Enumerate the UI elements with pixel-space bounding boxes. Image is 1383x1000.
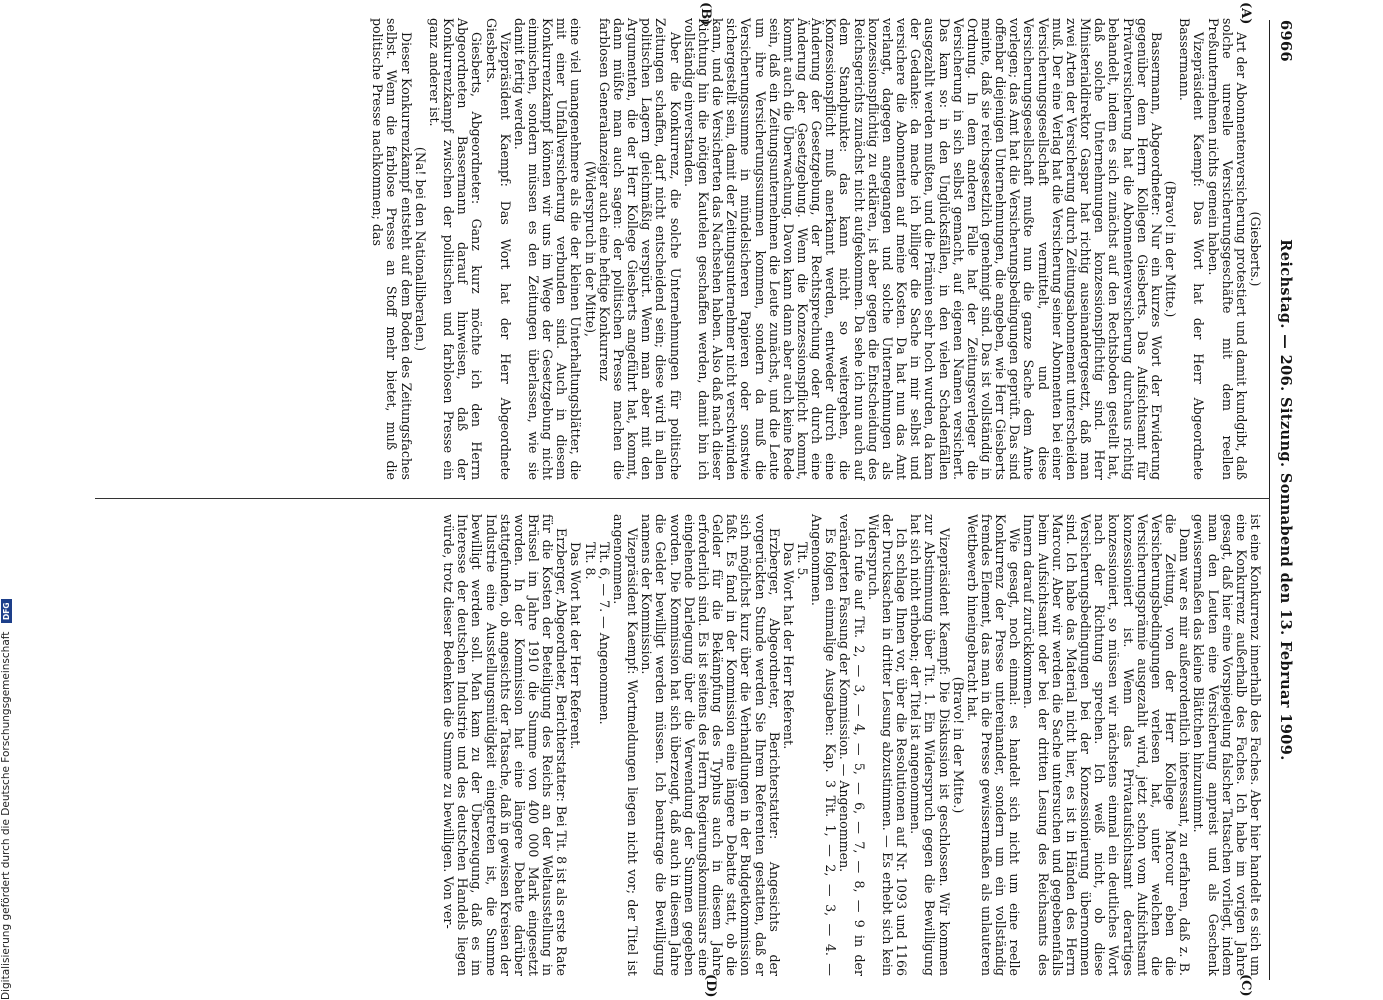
title-line: Tit. 8.	[582, 542, 598, 580]
digitization-credit	[0, 580, 12, 1000]
chair-remark: Es folgen einmalige Ausgaben: Kap. 3 Tit. 1, — 2, — 3, — 4. — Angenommen.	[809, 514, 839, 976]
right-text-column	[441, 514, 1262, 976]
chair-remark: Vizepräsident Kaempf: Das Wort hat der Herr Abgeordnete Giesberts.	[483, 18, 513, 480]
left-text-column	[370, 18, 1262, 480]
speech-paragraph: Bassermann, Abgeordneter: Nur ein kurzes Wort der Erwiderung gegenüber dem Herrn Kollegen Giesberts. Das Aufsichtsamt für Privatversicherung hat die Abonnentenversicherung durchaus richtig behandelt, indem es sich zunächst auf den Rechtsboden gestellt hat, daß solche Unternehmungen konzessionspflichtig sind. Herr Ministerialdirektor Gaspar hat richtig auseinandergesetzt, daß man zwei Arten der Versicherung durch Zeitungsabonnement unterscheiden muß. Der eine Verlag hat die Versicherung seiner Abonnenten bei einer Versicherungsgesellschaft vermittelt, und diese Versicherungsgesellschaft mußte nun die ganze Sache dem Amte vorlegen; das Amt hat die Versicherungsbedingungen geprüft. Das sind offenbar diejenigen Unternehmungen, die angeben, wie Herr Giesberts meinte, daß sie reichsgesetzlich genehmigt sind. Das ist vollständig in Ordnung. In dem anderen Falle hat der Zeitungsverleger die Versicherung in sich selbst gemacht, auf eigenen Namen versichert. Das kam so: in den Unglücksfällen, in den vielen Schadenfällen ausgezahlt werden mußten, und die Prämien sehr hoch wurden, da kam der Gedanke: da mache ich billiger die Sache in mir selbst und versichere die Abonnenten auf meine Kosten. Da hat nun das Amt verlangt, dagegen angegangen und solche Unternehmungen als konzessionspflichtig zu erklären, ist aber gegen die Entscheidung des Reichsgerichts zunächst nicht aufgekommen. Da sehe ich nun auch auf dem Standpunkte: das kann nicht so weitergehen, die Konzessionspflicht muß anerkannt werden, entweder durch eine Änderung der Gesetzgebung, der Rechtsprechung oder durch eine Änderung der Gesetzgebung. Wenn die Konzessionspflicht kommt, kommt auch die Überwachung. Davon kann dann aber auch keine Rede sein, daß ein Zeitungsunternehmen die Leute zunächst, und die Leute um ihre Versicherungssummen kommen, sondern da muß die Versicherungssumme in mündelsicheren Papieren oder sonstwie sichergestellt sein, damit der Zeitungsunternehmer nicht verschwinden kann, und die Versicherten das Nachsehen haben. Also daß nach dieser Richtung hin die nötigen Kautelen geschaffen werden, damit bin ich vollständig einverstanden.	[681, 18, 1164, 480]
paragraph: Art der Abonnentenversicherung protestiert und damit kundgibt, daß solche unreelle Versicherungsgeschäfte mit dem reellen Preßunternehmen nichts gemein haben.	[1205, 18, 1249, 480]
speech-paragraph: ist eine Konkurrenz innerhalb des Faches. Aber hier handelt es sich um eine Konkurrenz außerhalb des Faches. Ich habe im vorigen Jahre gesagt, daß hier eine Vorspiegelung falscher Tatsachen vorliegt, indem man den Leuten eine Versicherung anpreist und als Geschenk gewissermaßen das kleine Blättchen hinzunimmt.	[1191, 514, 1263, 976]
speaker-continuation: (Giesberts.)	[1248, 211, 1263, 287]
header-rule	[1269, 20, 1270, 980]
chair-remark: Ich schlage Ihnen vor, über die Resolutionen auf Nr. 1093 und 1166 der Drucksachen in dritter Lesung abzustimmen. — Es erhebt sich kein Widerspruch.	[865, 514, 910, 976]
speech-paragraph: Giesberts, Abgeordneter: Ganz kurz möchte ich den Herrn Abgeordneten Bassermann darauf hinweisen, daß der Konkurrenzkampf zwischen der politischen und farblosen Presse ein ganz anderer ist.	[426, 18, 485, 480]
interjection: (Bravo! in der Mitte.)	[1163, 180, 1179, 318]
session-title: Reichstag. — 206. Sitzung. Sonnabend den 13. Februar 1909.	[1277, 239, 1294, 761]
interjection: (Na! bei den Nationalliberalen.)	[412, 146, 428, 352]
chair-remark: Vizepräsident Kaempf: Das Wort hat der Herr Abgeordnete Bassermann.	[1177, 18, 1207, 480]
column-divider	[95, 498, 1270, 499]
title-line: Tit. 6, — 7. — Angenommen.	[596, 542, 612, 725]
speech-paragraph: Erzberger, Abgeordneter, Berichterstatter: Angesichts der vorgerückten Stunde werden Sie Ihrem Referenten gestatten, daß er sich möglichst kurz über die Verhandlungen in der Budgetkommission faßt. Es fand in der Kommission eine längere Debatte statt, ob die Gelder für die Bekämpfung des Typhus auch in diesem Jahre erforderlich sind. Es ist seitens des Herrn Regierungskommissars eine eingehende Darlegung über die Verwendung der Summen gegeben worden. Die Kommission hat sich überzeugt, daß auch in diesem Jahre die Gelder bewilligt werden müssen. Ich beantrage die Bewilligung namens der Kommission.	[639, 514, 782, 976]
page-header	[1272, 20, 1298, 980]
chair-remark: Vizepräsident Kaempf: Die Diskussion ist geschlossen. Wir kommen zur Abstimmung über Tit. 1. Ein Widerspruch gegen die Bewilligung hat sich nicht erhoben; der Titel ist angenommen.	[908, 514, 952, 976]
chair-remark: Vizepräsident Kaempf: Wortmeldungen liegen nicht vor; der Titel ist angenommen.	[610, 514, 641, 976]
page-number: 6966	[1277, 20, 1294, 62]
speech-paragraph: Wie gesagt, noch einmal: es handelt sich nicht um eine reelle Konkurrenz der Presse untereinander, sondern um ein vollständig fremdes Element, das man in die Presse gewissermaßen als unlauteren Wettbewerb hineingebracht hat.	[964, 514, 1023, 976]
chair-remark: Ich rufe auf Tit. 2, — 3, — 4, — 5, — 6, — 7, — 8, — 9 in der veränderten Fassung der Kommission. — Angenommen.	[837, 514, 867, 976]
dfg-logo: DFG	[1, 599, 12, 623]
title-line: Das Wort hat der Herr Referent.	[780, 542, 796, 750]
credit-text: Digitalisierung gefördert durch die Deutsche Forschungsgemeinschaft	[0, 631, 12, 1000]
margin-marker-d: (D)	[703, 974, 718, 998]
margin-marker-c: (C)	[1238, 974, 1253, 997]
speech-paragraph: Dann war es mir außerordentlich interessant, zu erfahren, daß z. B. die Zeitung, von der Herr Kollege Marcour eben die Versicherungsbedingungen verlesen hat, unter welchen die Versicherungsprämie ausgezahlt wird, jetzt schon vom Aufsichtsamt konzessioniert ist. Wenn das Privataufsichtsamt derartiges konzessioniert, so müssen wir nächstens einmal ein deutliches Wort nach der Richtung sprechen. Ich weiß nicht, ob diese Versicherungsbedingungen bei der Konzessionierung übernommen sind. Ich habe das Material nicht hier, es ist in Händen des Herrn Marcour. Aber wir werden die Sache untersuchen und gegebenenfalls beim Aufsichtsamt oder bei der dritten Lesung des Reichsamts des Innern darauf zurückkommen.	[1021, 514, 1193, 976]
rotated-document-page	[88, 0, 1298, 1000]
title-line: Tit. 5.	[795, 542, 810, 580]
margin-marker-b: (B)	[698, 2, 713, 26]
speech-paragraph: Erzberger, Abgeordneter, Berichterstatter: Bei Tit. 8 ist als erste Rate für die Kosten der Beteiligung des Reichs an der Weltausstellung in Brüssel im Jahre 1910 die Summe von 400 000 Mark eingesetzt worden. In der Kommission hat eine längere Debatte darüber stattgefunden, ob angesichts der Tatsache, daß in gewissen Kreisen der Industrie eine Ausstellungsmüdigkeit eingetreten ist, die Summe bewilligt werden soll. Man kam zu der Überzeugung, daß es im Interesse der deutschen Industrie und des deutschen Handels liegen würde, trotz dieser Bedenken die Summe zu bewilligen. Von ver-	[441, 514, 570, 976]
speech-paragraph: Aber die Konkurrenz, die solche Unternehmungen für politische Zeitungen schaffen, darf nicht entscheidend sein; diese wird in allen politischen Lagern gleichmäßig verspürt. Wenn man aber mit den Argumenten, die der Herr Kollege Giesberts angeführt hat, kommt, dann müßte man auch sagen: der politischen Presse machen die farblosen Generalanzeiger auch eine heftige Konkurrenz	[596, 18, 683, 480]
margin-marker-a: (A)	[1238, 2, 1253, 25]
interjection: (Bravo! in der Mitte.)	[950, 676, 966, 814]
speech-paragraph: eine viel unangenehmere als die der kleinen Unterhaltungsblätter, die mit einer Unfallversicherung verbunden sind. Auch in diesem Konkurrenzkampf können wir uns im Wege der Gesetzgebung nicht einmischen, sondern müssen es den Zeitungen überlassen, wie sie damit fertig werden.	[511, 18, 584, 480]
speech-paragraph: Dieser Konkurrenzkampf entsteht auf dem Boden des Zeitungsfaches selbst. Wenn die farblose Presse an Stoff mehr bietet, muß die politische Presse nachkommen; das	[370, 18, 414, 480]
interjection: (Widerspruch in der Mitte),	[582, 160, 598, 338]
title-line: Das Wort hat der Herr Referent.	[568, 542, 584, 750]
